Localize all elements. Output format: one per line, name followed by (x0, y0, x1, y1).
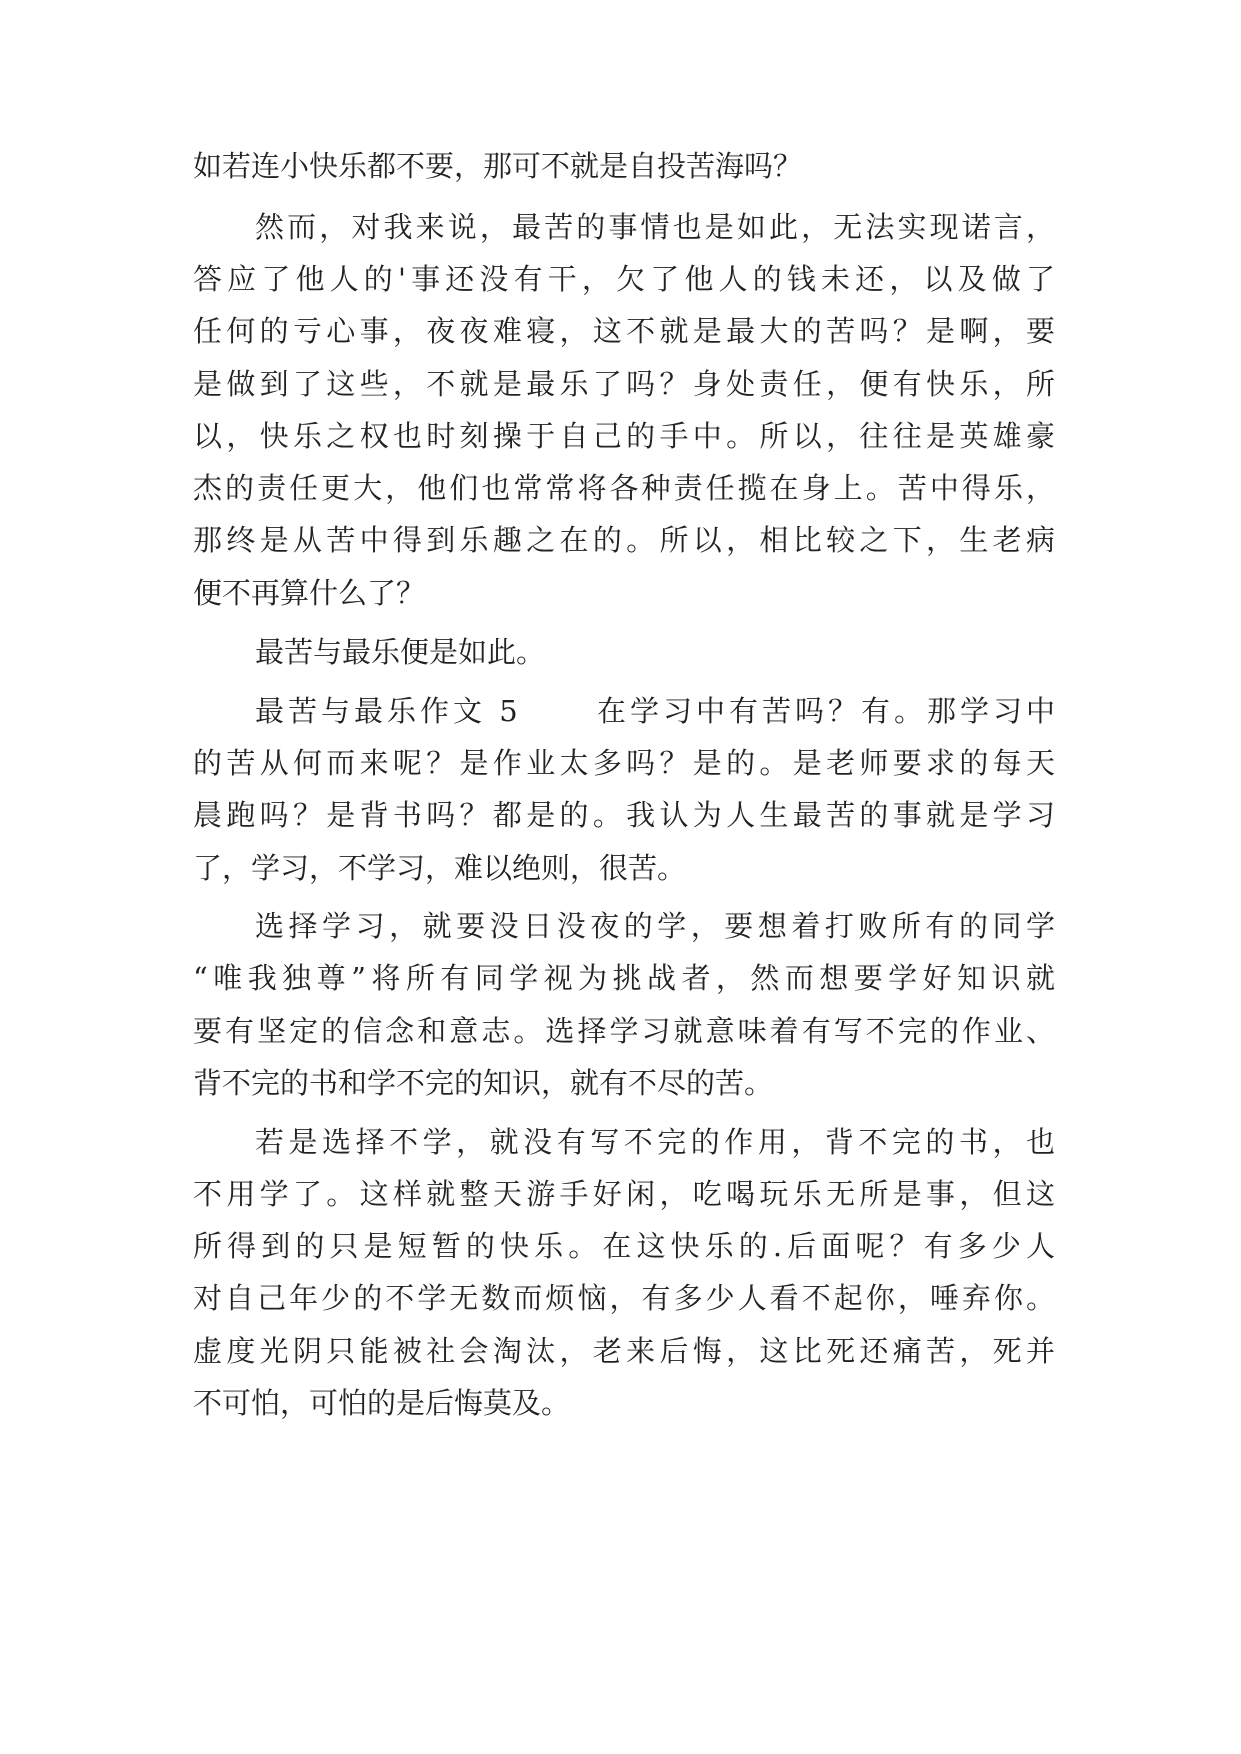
text-line: “唯我独尊”将所有同学视为挑战者，然而想要学好知识就 (193, 961, 1055, 995)
text-line: 了，学习，不学习，难以绝则，很苦。 (193, 851, 687, 885)
text-line: 杰的责任更大，他们也常常将各种责任揽在身上。苦中得乐， (193, 471, 1055, 505)
text-line: 是做到了这些，不就是最乐了吗？身处责任，便有快乐，所 (193, 367, 1055, 401)
text-line: 要有坚定的信念和意志。选择学习就意味着有写不完的作业、 (193, 1014, 1055, 1048)
text-line: 答应了他人的'事还没有干，欠了他人的钱未还，以及做了 (193, 262, 1055, 296)
text-line: 若是选择不学，就没有写不完的作用，背不完的书，也 (255, 1125, 1055, 1159)
text-line: 便不再算什么了？ (193, 576, 426, 610)
text-line: 的苦从何而来呢？是作业太多吗？是的。是老师要求的每天 (193, 746, 1055, 780)
text-line: 对自己年少的不学无数而烦恼，有多少人看不起你，唾弃你。 (193, 1281, 1055, 1315)
text-line: 虚度光阴只能被社会淘汰，老来后悔，这比死还痛苦，死并 (193, 1334, 1055, 1368)
text-line: 任何的亏心事，夜夜难寝，这不就是最大的苦吗？是啊，要 (193, 314, 1055, 348)
text-line: 以，快乐之权也时刻操于自己的手中。所以，往往是英雄豪 (193, 419, 1055, 453)
text-line: 选择学习，就要没日没夜的学，要想着打败所有的同学 (255, 909, 1055, 943)
text-line: 不用学了。这样就整天游手好闲，吃喝玩乐无所是事，但这 (193, 1177, 1055, 1211)
text-line: 最苦与最乐作文 5 在学习中有苦吗？有。那学习中 (255, 694, 1055, 728)
text-line: 然而，对我来说，最苦的事情也是如此，无法实现诺言， (255, 210, 1055, 244)
text-line: 背不完的书和学不完的知识，就有不尽的苦。 (193, 1066, 774, 1100)
text-line: 那终是从苦中得到乐趣之在的。所以，相比较之下，生老病 (193, 523, 1055, 557)
text-line: 最苦与最乐便是如此。 (255, 635, 546, 669)
text-line: 如若连小快乐都不要，那可不就是自投苦海吗？ (193, 149, 803, 183)
text-line: 晨跑吗？是背书吗？都是的。我认为人生最苦的事就是学习 (193, 798, 1055, 832)
text-line: 所得到的只是短暂的快乐。在这快乐的.后面呢？有多少人 (193, 1229, 1055, 1263)
text-line: 不可怕，可怕的是后悔莫及。 (193, 1386, 571, 1420)
